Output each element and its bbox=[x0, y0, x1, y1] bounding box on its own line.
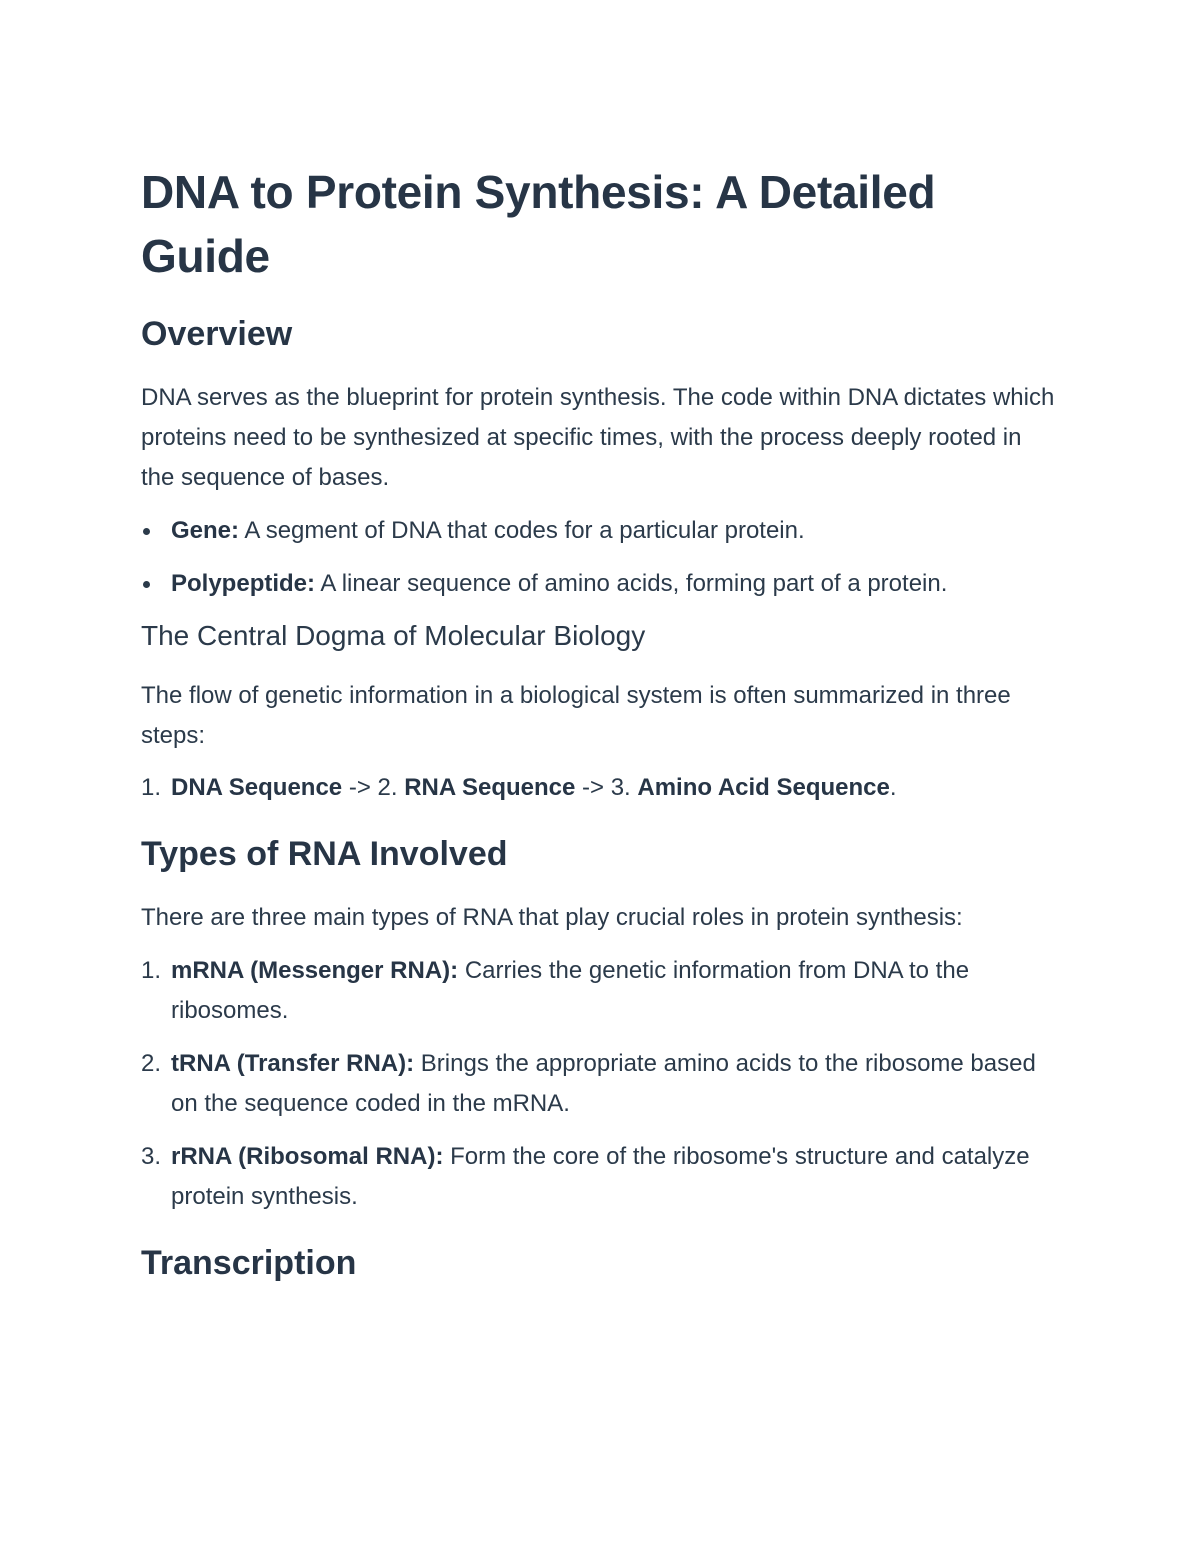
central-dogma-heading: The Central Dogma of Molecular Biology bbox=[141, 620, 646, 651]
term-rrna: rRNA (Ribosomal RNA): bbox=[171, 1143, 444, 1170]
term-trna: tRNA (Transfer RNA): bbox=[171, 1050, 415, 1077]
rna-types-list bbox=[141, 951, 1061, 1217]
step-arrow: -> 2. bbox=[342, 774, 405, 801]
step-dna-sequence: DNA Sequence bbox=[171, 774, 343, 801]
step-arrow: -> 3. bbox=[575, 774, 638, 801]
list-number: 1. bbox=[141, 774, 162, 801]
step-rna-sequence: RNA Sequence bbox=[404, 774, 576, 801]
definition-polypeptide: A linear sequence of amino acids, forming part of a protein. bbox=[315, 570, 948, 597]
term-polypeptide: Polypeptide: bbox=[171, 570, 316, 597]
list-item-rrna bbox=[141, 1137, 1061, 1217]
term-gene: Gene: bbox=[171, 517, 240, 544]
definition-rrna: Form the core of the ribosome's structure and catalyze protein synthesis. bbox=[171, 1143, 1030, 1210]
step-end: . bbox=[889, 774, 897, 801]
list-item-dogma-steps bbox=[141, 768, 1061, 808]
list-item-mrna bbox=[141, 951, 1061, 1031]
term-mrna: mRNA (Messenger RNA): bbox=[171, 957, 459, 984]
list-number: 1. bbox=[141, 957, 162, 984]
definition-trna: Brings the appropriate amino acids to the ribosome based on the sequence coded in the mRNA. bbox=[171, 1050, 1036, 1117]
list-item-trna bbox=[141, 1044, 1061, 1124]
step-amino-acid-sequence: Amino Acid Sequence bbox=[637, 774, 890, 801]
rna-types-heading: Types of RNA Involved bbox=[141, 835, 508, 873]
definition-gene: A segment of DNA that codes for a particular protein. bbox=[239, 517, 805, 544]
central-dogma-steps bbox=[141, 768, 1061, 808]
list-number: 3. bbox=[141, 1143, 162, 1170]
central-dogma-paragraph: The flow of genetic information in a biological system is often summarized in three steps: bbox=[141, 682, 1011, 749]
list-item-gene bbox=[141, 511, 1061, 551]
page-title: DNA to Protein Synthesis: A Detailed Guide bbox=[141, 166, 936, 282]
list-number: 2. bbox=[141, 1050, 162, 1077]
overview-heading: Overview bbox=[141, 315, 293, 353]
overview-paragraph: DNA serves as the blueprint for protein synthesis. The code within DNA dictates which proteins need to be synthesized at specific times, with the process deeply rooted in the sequence of bases. bbox=[141, 384, 1055, 491]
rna-types-paragraph: There are three main types of RNA that play crucial roles in protein synthesis: bbox=[141, 904, 963, 931]
definition-list bbox=[141, 511, 1061, 604]
definition-mrna: Carries the genetic information from DNA to the ribosomes. bbox=[171, 957, 970, 1024]
document-page bbox=[141, 160, 1061, 1285]
list-item-polypeptide bbox=[141, 564, 1061, 604]
transcription-heading: Transcription bbox=[141, 1244, 357, 1282]
